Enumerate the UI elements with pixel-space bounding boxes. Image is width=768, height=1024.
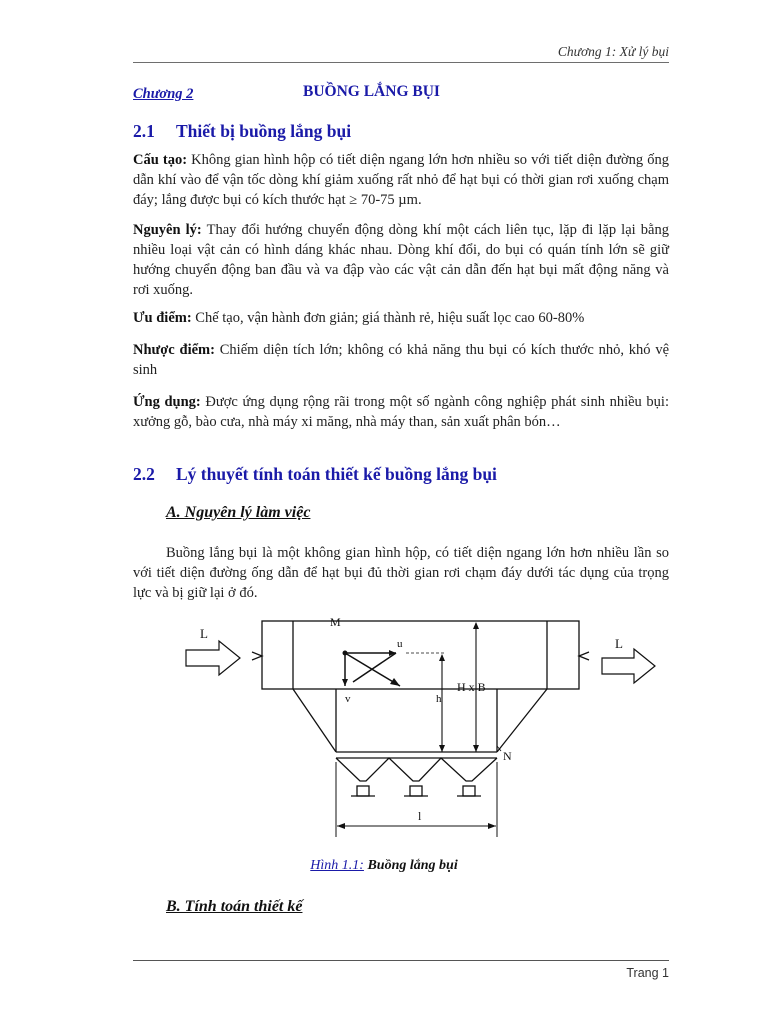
footer-divider	[133, 960, 669, 961]
term-text: Không gian hình hộp có tiết diện ngang lớn hơn nhiều so với tiết diện đường ống dẫn khí vào để vận tốc dòng khí giảm xuống rất nhỏ để hạt bụi có thời gian rơi xuống chạm đáy; lắng được bụi có kích thước hạt ≥ 70-75 µm.	[133, 152, 669, 208]
term-text: Thay đổi hướng chuyển động dòng khí một cách liên tục, lặp đi lặp lại bằng nhiều loại vật cản có hình dáng khác nhau. Dòng khí đổi, do bụi có quán tính lớn sẽ giữ hướng chuyển động ban đầu và va đập vào các vật cản dẫn đến hạt bụi mất động năng và rơi xuống.	[133, 222, 669, 298]
paragraph-principle: Buồng lắng bụi là một không gian hình hộp, có tiết diện ngang lớn hơn nhiều lần so với tiết diện đường ống dẫn để hạt bụi đủ thời gian rơi chạm đáy dưới tác dụng của trọng lực và bị giữ lại ở đó.	[133, 545, 669, 601]
l-label: l	[418, 809, 422, 823]
velocity-vectors	[345, 653, 400, 686]
term-text: Được ứng dụng rộng rãi trong một số ngành công nghiệp phát sinh nhiều bụi: xưởng gỗ, bào cưa, nhà máy xi măng, nhà máy than, sản xuất phân bón…	[133, 394, 669, 430]
chapter-title: BUỒNG LẮNG BỤI	[303, 83, 440, 100]
chamber-top-body	[262, 621, 579, 689]
section-title: Lý thuyết tính toán thiết kế buồng lắng bụi	[176, 464, 497, 484]
term-label: Nhược điểm:	[133, 342, 215, 358]
section-heading-2-1	[133, 121, 351, 142]
paragraph-nhuoc-diem	[133, 340, 669, 380]
inlet-arrow-icon	[186, 641, 240, 675]
term-text: Chiếm diện tích lớn; không có khả năng thu bụi có kích thước nhỏ, khó vệ sinh	[133, 342, 669, 378]
v-label: v	[345, 693, 351, 705]
section-number: 2.1	[133, 121, 155, 141]
term-label: Ứng dụng:	[133, 394, 201, 410]
term-label: Cấu tạo:	[133, 152, 188, 168]
outlet-arrow-icon	[602, 649, 655, 683]
paragraph-nguyen-ly	[133, 220, 669, 300]
point-m-label: M	[330, 615, 341, 629]
paragraph-cau-tao	[133, 150, 669, 210]
caption-prefix: Hình 1.1:	[310, 858, 364, 873]
section-heading-2-2	[133, 464, 497, 485]
h-label: h	[436, 693, 442, 705]
hb-label: H x B	[457, 680, 486, 694]
term-label: Ưu điểm:	[133, 310, 192, 326]
u-label: u	[397, 638, 403, 650]
subheading-a: A. Nguyên lý làm việc	[166, 504, 311, 521]
figure-caption	[0, 858, 768, 874]
section-number: 2.2	[133, 464, 155, 484]
term-label: Nguyên lý:	[133, 222, 202, 238]
chapter-label: Chương 2	[133, 86, 194, 102]
point-n-label: N	[503, 749, 512, 763]
section-title: Thiết bị buồng lắng bụi	[176, 121, 352, 141]
header-divider	[133, 62, 669, 63]
paragraph-ung-dung	[133, 392, 669, 432]
page-number: Trang 1	[626, 966, 669, 980]
running-header: Chương 1: Xử lý bụi	[557, 44, 669, 59]
term-text: Chế tạo, vận hành đơn giản; giá thành rẻ, hiệu suất lọc cao 60-80%	[191, 310, 585, 326]
paragraph-uu-diem	[133, 308, 669, 328]
caption-title: Buồng lắng bụi	[363, 858, 458, 873]
settling-chamber-diagram	[0, 610, 768, 845]
subheading-b: B. Tính toán thiết kế	[166, 898, 303, 915]
inlet-label: L	[200, 626, 208, 641]
outlet-label: L	[615, 636, 623, 651]
